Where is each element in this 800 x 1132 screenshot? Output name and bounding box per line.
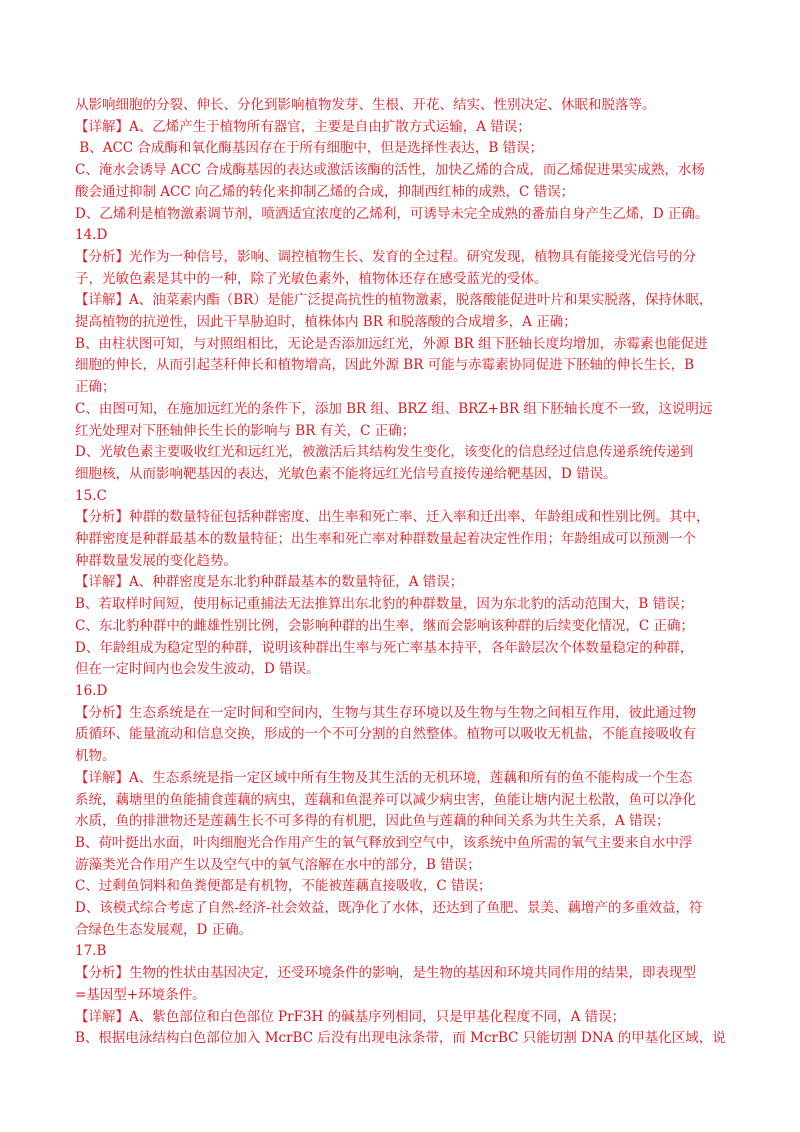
text-line: 16.D xyxy=(75,682,108,699)
text-line: 提高植物的抗逆性，因此干旱胁迫时，植株体内 BR 和脱落酸的合成增多，A 正确； xyxy=(75,314,577,331)
text-line: B、由柱状图可知，与对照组相比，无论是否添加远红光，外源 BR 组下胚轴长度均增加，赤霉素也能促进 xyxy=(75,335,708,352)
text-line: B、若取样时间短，使用标记重捕法无法推算出东北豹的种群数量，因为东北豹的活动范围大，B 错误； xyxy=(75,596,694,613)
text-line: 红光处理对下胚轴伸长生长的影响与 BR 有关，C 正确； xyxy=(75,422,416,439)
text-line: 正确； xyxy=(75,379,116,396)
text-line: 系统，藕塘里的鱼能捕食莲藕的病虫，莲藕和鱼混养可以减少病虫害，鱼能让塘内泥土松散，鱼可以净化 xyxy=(75,791,696,808)
text-line: 细胞的伸长，从而引起茎秆伸长和植物增高，因此外源 BR 可能与赤霉素协同促进下胚轴的伸长生长，B xyxy=(75,357,695,374)
text-line: 【详解】A、乙烯产生于植物所有器官，主要是自由扩散方式运输，A 错误； xyxy=(75,118,531,135)
text-line: 子，光敏色素是其中的一种，除了光敏色素外，植物体还存在感受蓝光的受体。 xyxy=(75,270,548,287)
text-line: C、由图可知，在施加远红光的条件下，添加 BR 组、BRZ 组、BRZ+BR 组下胚轴长度不一致，这说明远 xyxy=(75,400,713,417)
text-line: 合绿色生态发展观，D 正确。 xyxy=(75,921,253,938)
text-line: 机物。 xyxy=(75,748,116,765)
text-line: D、光敏色素主要吸收红光和远红光，被激活后其结构发生变化，该变化的信息经过信息传递系统传递到 xyxy=(75,444,694,461)
text-line: 质循环、能量流动和信息交换，形成的一个不可分割的自然整体。植物可以吸收无机盐，不能直接吸收有 xyxy=(75,726,696,743)
text-line: C、东北豹种群中的雌雄性别比例，会影响种群的出生率，继而会影响该种群的后续变化情况，C 正确； xyxy=(75,617,694,634)
text-line: D、乙烯利是植物激素调节剂，喷洒适宜浓度的乙烯利，可诱导未完全成熟的番茄自身产生乙烯，D 正确。 xyxy=(75,205,709,222)
text-line: 【详解】A、生态系统是指一定区域中所有生物及其生活的无机环境，莲藕和所有的鱼不能构成一个生态 xyxy=(75,769,693,786)
text-line: 种群数量发展的变化趋势。 xyxy=(75,552,237,569)
text-line: 【分析】种群的数量特征包括种群密度、出生率和死亡率、迁入率和迁出率、年龄组成和性别比例。其中， xyxy=(75,509,710,526)
text-line: 酸会通过抑制 ACC 向乙烯的转化来抑制乙烯的合成，抑制西红柿的成熟，C 错误； xyxy=(75,183,575,200)
text-line: 从影响细胞的分裂、伸长、分化到影响植物发芽、生根、开花、结实、性别决定、休眠和脱落等。 xyxy=(75,97,656,113)
text-line: B、根据电泳结构白色部位加入 McrBC 后没有出现电泳条带，而 McrBC 只能切割 DNA 的甲基化区域，说 xyxy=(75,1030,726,1047)
text-line: D、年龄组成为稳定型的种群，说明该种群出生率与死亡率基本持平，各年龄层次个体数量稳定的种群， xyxy=(75,639,694,656)
text-line: =基因型+环境条件。 xyxy=(75,986,206,1003)
text-line: 【分析】生物的性状由基因决定，还受环境条件的影响，是生物的基因和环境共同作用的结果，即表现型 xyxy=(75,965,696,982)
text-line: 【详解】A、紫色部位和白色部位 PrF3H 的碱基序列相同，只是甲基化程度不同，A 错误； xyxy=(75,1008,626,1025)
text-line: 游藻类光合作用产生以及空气中的氧气溶解在水中的部分，B 错误； xyxy=(75,856,481,873)
text-line: 种群密度是种群最基本的数量特征；出生率和死亡率对种群数量起着决定性作用；年龄组成可以预测一个 xyxy=(75,531,696,548)
text-line: 但在一定时间内也会发生波动，D 错误。 xyxy=(75,661,320,678)
text-line: 15.C xyxy=(75,487,107,504)
text-line: C、过剩鱼饲料和鱼粪便都是有机物，不能被莲藕直接吸收，C 错误； xyxy=(75,878,492,895)
text-line: B、ACC 合成酶和氧化酶基因存在于所有细胞中，但是选择性表达，B 错误； xyxy=(75,140,544,157)
text-line: 【详解】A、油菜素内酯（BR）是能广泛提高抗性的植物激素，脱落酸能促进叶片和果实脱落，保持休眠， xyxy=(75,292,713,309)
text-line: 17.B xyxy=(75,943,107,960)
text-line: D、该模式综合考虑了自然-经济-社会效益，既净化了水体，还达到了鱼肥、景美、藕增产的多重效益，符 xyxy=(75,900,703,917)
text-line: C、淹水会诱导 ACC 合成酶基因的表达或激活该酶的活性，加快乙烯的合成，而乙烯促进果实成熟，水杨 xyxy=(75,162,705,179)
text-line: 水质，鱼的排泄物还是莲藕生长不可多得的有机肥，因此鱼与莲藕的种间关系为共生关系，A 错误； xyxy=(75,813,670,830)
text-line: B、荷叶挺出水面，叶肉细胞光合作用产生的氧气释放到空气中，该系统中鱼所需的氧气主要来自水中浮 xyxy=(75,834,693,851)
text-line: 14.D xyxy=(75,227,108,244)
text-line: 【分析】光作为一种信号，影响、调控植物生长、发育的全过程。研究发现，植物具有能接受光信号的分 xyxy=(75,248,696,265)
text-line: 【分析】生态系统是在一定时间和空间内，生物与其生存环境以及生物与生物之间相互作用，彼此通过物 xyxy=(75,704,696,721)
text-line: 细胞核，从而影响靶基因的表达，光敏色素不能将远红光信号直接传递给靶基因，D 错误。 xyxy=(75,465,617,482)
text-line: 【详解】A、种群密度是东北豹种群最基本的数量特征，A 错误； xyxy=(75,574,464,591)
document-body xyxy=(75,95,735,1050)
